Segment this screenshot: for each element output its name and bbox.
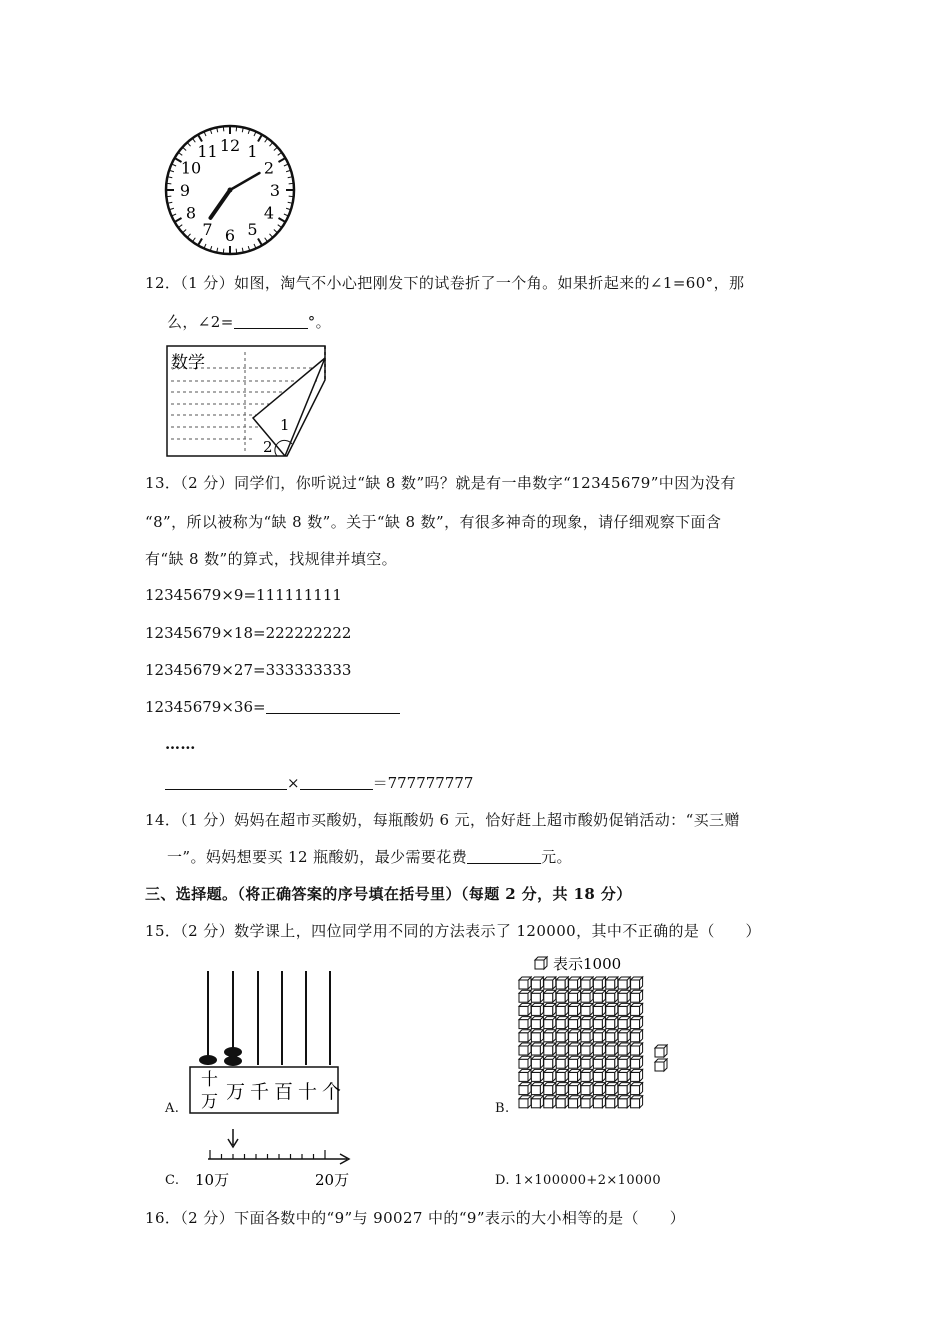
cube: [519, 993, 528, 1002]
cube: [618, 1006, 627, 1015]
q12-line1: 12．（1 分）如图，淘气不小心把刚发下的试卷折了一个角。如果折起来的∠1=60°，那: [145, 274, 745, 292]
q15-option-c[interactable]: C.: [165, 1173, 180, 1188]
cube: [631, 1059, 640, 1068]
abacus-label: 十: [298, 1081, 318, 1103]
cube: [569, 1046, 578, 1055]
cube: [556, 1086, 565, 1095]
abacus-label: 千: [250, 1081, 270, 1103]
clock-tick: [278, 218, 285, 222]
cube: [569, 1020, 578, 1029]
angle-2-label: 2: [263, 438, 273, 456]
clock-tick: [198, 238, 202, 245]
cube: [531, 1059, 540, 1068]
cube: [631, 1072, 640, 1081]
cube: [618, 1086, 627, 1095]
cube: [569, 1006, 578, 1015]
cube: [581, 1033, 590, 1042]
cube: [531, 1086, 540, 1095]
cube: [606, 1072, 615, 1081]
cube: [556, 1072, 565, 1081]
q13-eq3: 12345679×27=333333333: [145, 661, 352, 679]
clock-number: 10: [180, 158, 202, 178]
cube: [531, 1099, 540, 1108]
cube: [593, 1059, 602, 1068]
cube: [593, 1020, 602, 1029]
cube: [581, 1020, 590, 1029]
cube: [531, 993, 540, 1002]
cube: [519, 1086, 528, 1095]
cube: [631, 993, 640, 1002]
abacus-bead: [199, 1055, 217, 1065]
clock-tick: [269, 142, 272, 146]
cube: [556, 1020, 565, 1029]
cube: [631, 1086, 640, 1095]
cube: [631, 1020, 640, 1029]
abacus-label: 万: [226, 1081, 246, 1103]
number-line-start: 10万: [195, 1171, 230, 1189]
cube: [631, 1046, 640, 1055]
cube: [519, 1006, 528, 1015]
cube: [618, 1099, 627, 1108]
q15-option-a[interactable]: A.: [165, 1101, 180, 1116]
q12-suffix: °。: [307, 313, 331, 331]
cube: [556, 1059, 565, 1068]
abacus-label: 百: [274, 1081, 294, 1103]
cube: [519, 1020, 528, 1029]
cube: [581, 1046, 590, 1055]
clock-tick: [192, 138, 195, 142]
cube: [593, 993, 602, 1002]
cube: [618, 1033, 627, 1042]
clock-number: 5: [247, 219, 258, 239]
cube: [581, 1099, 590, 1108]
clock-number: 4: [263, 203, 275, 223]
cube: [531, 980, 540, 989]
clock-number: 12: [219, 136, 241, 155]
cube: [556, 993, 565, 1002]
cube: [569, 1099, 578, 1108]
cube: [593, 1033, 602, 1042]
cube: [618, 1046, 627, 1055]
clock-number: 3: [269, 181, 281, 200]
clock-tick: [278, 225, 282, 228]
clock-number: 7: [202, 219, 213, 239]
cube: [593, 1072, 602, 1081]
cube: [519, 1059, 528, 1068]
cube: [606, 1033, 615, 1042]
clock-number: 6: [224, 226, 236, 245]
clock-tick: [178, 225, 182, 228]
cube: [519, 1072, 528, 1081]
clock-hour-hand: [210, 190, 230, 218]
cube: [544, 1046, 553, 1055]
cube: [569, 980, 578, 989]
q13-eq2: 12345679×18=222222222: [145, 624, 352, 642]
cube: [606, 980, 615, 989]
cube: [581, 1059, 590, 1068]
cube: [581, 1072, 590, 1081]
abacus-label-wan-small: 万: [201, 1092, 218, 1112]
cube: [631, 980, 640, 989]
q14-answer-blank[interactable]: [467, 847, 541, 864]
q14-line1: 14．（1 分）妈妈在超市买酸奶，每瓶酸奶 6 元，恰好赶上超市酸奶促销活动：“买三赠: [145, 811, 740, 829]
cube: [593, 1086, 602, 1095]
cube: [544, 980, 553, 989]
q13-eq5-blank1[interactable]: [165, 773, 287, 790]
q12-line2: [167, 312, 331, 332]
clock-tick: [166, 183, 171, 184]
clock-tick: [258, 135, 262, 142]
cube: [531, 1046, 540, 1055]
clock-tick: [258, 238, 262, 245]
q13-line2: “8”，所以被称为“缺 8 数”。关于“缺 8 数”，有很多神奇的现象，请仔细观察下面含: [145, 513, 722, 531]
q13-eq4-blank[interactable]: [266, 697, 400, 714]
clock-number: 1: [247, 142, 258, 162]
clock-tick: [274, 229, 278, 232]
q12-answer-blank[interactable]: [234, 312, 308, 329]
cube: [581, 1006, 590, 1015]
cube: [569, 1072, 578, 1081]
extra-cubes: [655, 1045, 667, 1071]
cube: [618, 1072, 627, 1081]
abacus-figure: [185, 968, 345, 1116]
cube: [544, 993, 553, 1002]
clock-tick: [178, 152, 182, 155]
cube: [544, 1020, 553, 1029]
cube: [606, 1020, 615, 1029]
cube: [581, 1086, 590, 1095]
clock-tick: [289, 183, 294, 184]
cube: [618, 980, 627, 989]
cube: [581, 993, 590, 1002]
paper-title: 数学: [171, 353, 205, 373]
clock-tick: [166, 196, 171, 197]
clock-number: 2: [263, 158, 275, 178]
cube: [544, 1006, 553, 1015]
cube-legend: 表示1000: [553, 955, 622, 973]
q15-line1: 15．（2 分）数学课上，四位同学用不同的方法表示了 120000，其中不正确的是（ ）: [145, 922, 761, 940]
clock-number: 11: [197, 142, 218, 162]
cube: [618, 1020, 627, 1029]
cube: [618, 1059, 627, 1068]
abacus-label: 个: [322, 1081, 342, 1103]
cube: [544, 1099, 553, 1108]
cube: [519, 1046, 528, 1055]
cube: [593, 1099, 602, 1108]
q15-option-b[interactable]: B.: [495, 1101, 510, 1116]
cube: [556, 1006, 565, 1015]
q13-eq1: 12345679×9=111111111: [145, 586, 342, 604]
clock-tick: [265, 238, 268, 242]
cube: [593, 980, 602, 989]
q13-dots: ……: [165, 735, 196, 753]
clock-tick: [278, 158, 285, 162]
cube: [556, 1046, 565, 1055]
clock-tick: [236, 249, 237, 254]
q12-prefix: 么，∠2=: [167, 313, 234, 331]
cube: [631, 1033, 640, 1042]
cube: [531, 1006, 540, 1015]
cube: [544, 1059, 553, 1068]
cube: [631, 1099, 640, 1108]
cube: [544, 1072, 553, 1081]
q13-eq5: [165, 773, 473, 793]
number-line-end: 20万: [315, 1171, 350, 1189]
number-line-figure: [185, 1125, 355, 1193]
cube: [581, 980, 590, 989]
cube: [556, 980, 565, 989]
clock-tick: [236, 126, 237, 131]
abacus-label-shi: 十: [201, 1070, 218, 1090]
cube-grid: [519, 977, 643, 1108]
q14-line2: [167, 847, 572, 867]
clock-tick: [289, 196, 294, 197]
q16-line1: 16．（2 分）下面各数中的“9”与 90027 中的“9”表示的大小相等的是（ ）: [145, 1209, 686, 1227]
section3-heading: 三、选择题。（将正确答案的序号填在括号里）（每题 2 分，共 18 分）: [145, 885, 632, 903]
cube: [606, 1059, 615, 1068]
cube: [544, 1033, 553, 1042]
cube: [606, 993, 615, 1002]
clock-number: 8: [185, 203, 197, 223]
cube: [606, 1006, 615, 1015]
clock-tick: [223, 126, 224, 131]
folded-paper-figure: [165, 344, 330, 460]
clock-minute-hand: [230, 173, 259, 190]
cube: [569, 1059, 578, 1068]
q13-eq4: [145, 697, 400, 717]
q13-line1: 13．（2 分）同学们，你听说过“缺 8 数”吗？就是有一串数字“12345679”中因为没有: [145, 474, 736, 492]
cube: [606, 1046, 615, 1055]
clock-tick: [265, 138, 268, 142]
cube: [531, 1033, 540, 1042]
clock-tick: [187, 142, 190, 146]
clock-tick: [274, 147, 278, 150]
cube: [519, 1099, 528, 1108]
cube: [531, 1072, 540, 1081]
clock-tick: [192, 238, 195, 242]
clock-tick: [223, 249, 224, 254]
cube: [556, 1033, 565, 1042]
q13-result: ＝777777777: [372, 774, 474, 792]
cube: [544, 1086, 553, 1095]
q14-suffix: 元。: [541, 848, 572, 866]
number-line-ticks: [210, 1150, 325, 1159]
cube: [569, 1086, 578, 1095]
cube: [519, 1033, 528, 1042]
clock-tick: [269, 234, 272, 238]
clock-tick: [198, 135, 202, 142]
clock-tick: [175, 218, 182, 222]
cube: [569, 1033, 578, 1042]
q13-line3: 有“缺 8 数”的算式，找规律并填空。: [145, 550, 398, 568]
clock-tick: [182, 229, 186, 232]
q15-option-d[interactable]: D. 1×100000+2×10000: [495, 1173, 662, 1188]
clock-number: 9: [179, 181, 191, 200]
cube: [606, 1086, 615, 1095]
cube: [593, 1006, 602, 1015]
abacus-bead: [224, 1047, 242, 1057]
cubes-figure: [515, 950, 675, 1116]
clock-figure: [162, 122, 298, 258]
abacus-bead: [224, 1056, 242, 1066]
q13-eq4-prefix: 12345679×36=: [145, 698, 266, 716]
clock-tick: [278, 152, 282, 155]
q13-times: ×: [287, 774, 300, 792]
clock-center: [228, 188, 233, 193]
cube: [531, 1020, 540, 1029]
cube: [606, 1099, 615, 1108]
angle-1-label: 1: [280, 416, 290, 434]
cube: [556, 1099, 565, 1108]
cube: [569, 993, 578, 1002]
cube: [631, 1006, 640, 1015]
clock-tick: [187, 234, 190, 238]
cube: [618, 993, 627, 1002]
q13-eq5-blank2[interactable]: [300, 773, 373, 790]
cube: [593, 1046, 602, 1055]
q14-prefix: 一”。妈妈想要买 12 瓶酸奶，最少需要花费: [167, 848, 468, 866]
clock-tick: [182, 147, 186, 150]
cube: [519, 980, 528, 989]
